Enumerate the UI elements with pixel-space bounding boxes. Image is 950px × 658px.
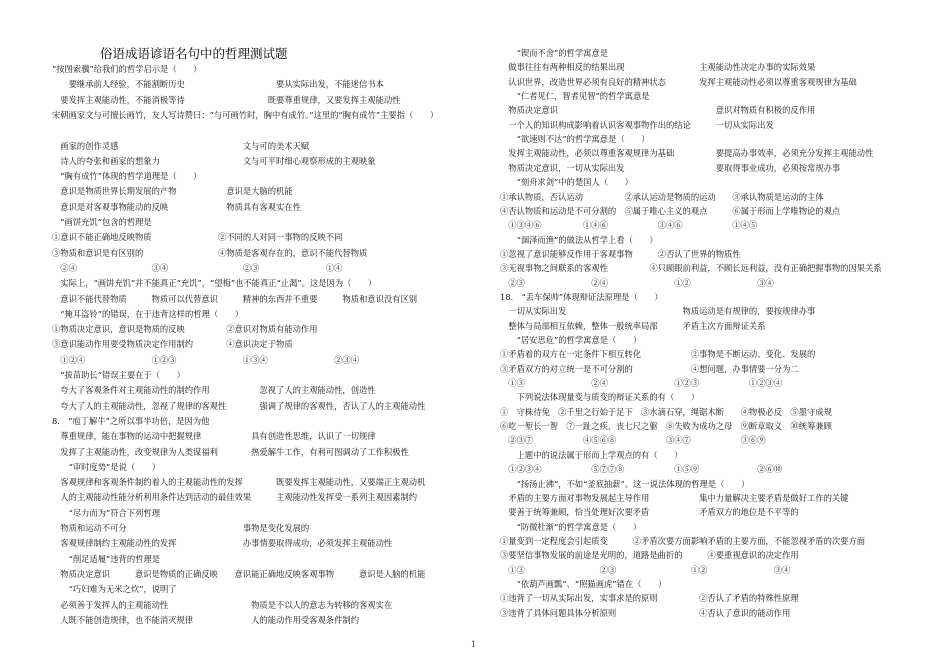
text-line: “按图索骥”给我们的哲学启示是（ ） [52,64,202,74]
text-line: “掩耳盗铃”的错误，在于违背这样的哲理（ ） [52,308,244,319]
text-line: ①③④⑥ ①④⑥ ③④⑥ ①④⑤ [500,220,758,231]
text-line: 矛盾的主要方面对事物发展起主导作用 集中力量解决主要矛盾是做好工作的关键 [500,492,849,503]
text-line: 诗人的夸张和画家的想象力 文与可平时细心观察形成的主观映象 [52,155,376,166]
text-line: “仁者见仁，智者见智”的哲学寓意是 [500,91,650,102]
text-line: “巧妇难为无米之炊”，说明了 [52,584,177,595]
text-line: ①承认物质，否认运动 ②承认运动是物质的运动 ③承认物质是运动的主体 [500,191,824,202]
text-line: 发挥主观能动性，必须以尊重客观规律为基础 要提高办事效率，必须充分发挥主观能动性 [500,148,874,159]
text-line: “削足适履”违背的哲理是 [52,553,161,564]
text-line: 物质决定意识，一切从实际出发 要取得事业成功，必须按常规办事 [500,162,841,173]
text-line: “尽力而为”符合下列哲理 [52,507,161,518]
text-line: ②④ ③④ ②③ ①④ [52,262,343,273]
text-line: ①违背了一切从实际出发，实事求是的原则 ②否认了矛盾的特殊性原理 [500,593,799,604]
text-line: ①③ ②③ ①② ③④ [500,564,791,575]
text-line: ③无视事物之间联系的客观性 ④只顾眼前利益，不顾长远利益，没有正确把握事物的因果关系 [500,263,882,274]
text-line: 发挥了主观能动性，改变规律为人类谋福利 热爱解牛工作，有利可图调动了工作积极性 [52,446,409,457]
text-line: 意识不能代替物质 物质可以代替意识 精神的东西并不重要 物质和意识没有区别 [52,293,418,304]
text-line: ③物质和意识是有区别的 ④物质是客观存在的，意识不能代替物质 [52,247,368,258]
text-line: 客观规律制约主观能动性的发挥 办事情要取得成功，必须发挥主观能动性 [52,538,393,549]
text-line: ①②③④ ⑤⑦⑦⑧ ①⑤⑨ ②⑥⑩ [500,464,783,475]
text-line: “锲而不舍”的哲学寓意是 [500,48,609,58]
text-line: ①③ ②④ ①②③ ①②③④ [500,378,783,389]
text-line: 要发挥主观能动性，不能消极等待 既要尊重规律，又要发挥主观能动性 [52,94,401,105]
text-line: 一切从实际出发 物质运动是有规律的，要按规律办事 [500,306,816,317]
text-line: 物质决定意识 意识是物质的正确反映 意识能正确地反映客观事物 意识是人脑的机能 [52,568,426,579]
text-line: 意识是物质世界长期发展的产物 意识是大脑的机能 [52,186,293,197]
text-line: 画家的创作灵感 文与可的美术天赋 [52,140,310,151]
text-line: 一个人的知识构成影响着认识客观事物作出的结论 一切从实际出发 [500,119,774,130]
text-line: 宋朝画家文与可擅长画竹，友人写诗赞曰：“与可画竹时，胸中有成竹。”这里的“胸有成竹”主要指（ ） [52,109,439,120]
text-line: 夸大了人的主观能动性，忽视了规律的客观性 强调了规律的客观性，否认了人的主观能动性 [52,400,426,411]
text-line: 实际上，“画饼充饥”并不能真正“充饥”，“望梅”也不能真正“止渴”。这是因为（ ） [52,278,377,289]
text-line: “防微杜渐”的哲学寓意是（ ） [500,521,642,532]
text-line: “居安思危”的哲学寓意是（ ） [500,335,642,345]
text-line: 做事往往有两种相反的结果出现 主观能动性决定办事的实际效果 [500,62,816,73]
text-line: 物质和运动不可分 事物是变化发展的 [52,523,310,533]
text-line: “胸有成竹”体现的哲学道理是（ ） [52,171,202,182]
text-line: 必须善于发挥人的主观能动性 物质是不以人的意志为转移的客观实在 [52,599,393,610]
text-line: 认识世界，改造世界必须有良好的精神状态 发挥主观能动性必须以尊重客观规律为基础 [500,76,857,87]
text-line: “刻舟求剑”中的楚国人（ ） [500,177,633,188]
text-line: ①矛盾着的双方在一定条件下相互转化 ②事物是不断运动、变化、发展的 [500,349,816,360]
text-line: ②③ ②④ ①② ③④ [500,277,774,288]
text-line: ①意识不能正确地反映物质 ②不同的人对同一事物的反映不同 [52,232,343,243]
text-line: “扬汤止沸”，不如“釜底抽薪”。这一说法体现的哲理是（ ） [500,478,750,489]
text-line: 尊重规律，能在事物的运动中把握规律 具有创造性思维，认识了一切规律 [52,431,376,442]
text-line: 客观规律和客观条件制约着人的主观能动性的发挥 既要发挥主观能动性，又要端正主观动机 [52,477,426,488]
text-line: ③要坚信事物发展的前途是光明的，道路是曲折的 ④要重视意识的决定作用 [500,550,799,561]
text-line: ①量变到一定程度会引起质变 ②矛盾次要方面影响矛盾的主要方面，不能忽视矛盾的次要方面 [500,535,866,546]
text-line: 上题中的说法属于形而上学观点的有（ ） [500,449,683,460]
text-line: ①②④ ①②③ ①③④ ②③④ [52,354,359,365]
text-line: “涸泽而渔”的做法从哲学上看（ ） [500,234,658,245]
text-line: 人既不能创造规律，也不能消灭规律 人的能动作用受客观条件制约 [52,614,359,625]
text-line: ①物质决定意识，意识是物质的反映 ②意识对物质有能动作用 [52,324,318,335]
text-line: “拔苗助长”错误主要在于（ ） [52,370,185,380]
text-line: “审时度势”是说（ ） [52,461,161,472]
text-line: 要善于统筹兼顾，恰当处理好次要矛盾 矛盾双方的地位是不平等的 [500,507,799,518]
text-line: ②③⑦ ④⑤⑥⑧ ③④⑦ ③⑥⑨ [500,435,766,446]
text-line: ④否认物质和运动是不可分割的 ⑤属于唯心主义的观点 ⑥属于形而上学唯物论的观点 [500,205,841,216]
text-line: 下列说法体现量变与质变的辩证关系的有（ ） [500,392,700,403]
text-line: ③违背了具体问题具体分析原则 ④否认了意识的能动作用 [500,607,791,618]
text-line: 物质决定意识 意识对物质有积极的反作用 [500,105,816,116]
text-line: ①忽视了意识能够反作用于客观事物 ②否认了世界的物质性 [500,248,741,259]
text-line: 18. “丢车保帅”体现辩证法原理是（ ） [500,291,663,302]
page-number: 1 [471,640,477,649]
text-line: 人的主观能动性能分析利用条件达到活动的最佳效果 主观能动性发挥受一系列主观因素制约 [52,492,418,503]
text-line: 要继承前人经验，不能割断历史 要从实际出发，不能迷信书本 [52,79,384,90]
text-line: “欲速则不达”的哲学寓意是（ ） [500,134,650,145]
document-title: 俗语成语谚语名句中的哲理测试题 [100,46,288,61]
text-line: ① 守株待兔 ②千里之行始于足下 ③水滴石穿，绳锯木断 ④物极必反 ⑤墨守成规 [500,406,832,417]
text-line: ③矛盾双方的对立统一是不可分割的 ④想问题，办事情要一分为二 [500,363,799,374]
text-line: 夸大了客观条件对主观能动性的制约作用 忽视了人的主观能动性，创造性 [52,385,376,396]
text-line: 8. “庖丁解牛”之所以事半功倍，是因为他 [52,415,210,426]
text-line: 整体与局部相互依赖，整体一般统率局部 矛盾主次方面辩证关系 [500,320,766,331]
text-line: 意识是对客观事物能动的反映 物质具有客观实在性 [52,201,301,212]
text-line: “依葫芦画瓢”、“照猫画虎”错在（ ） [500,578,667,589]
text-line: ③意识能动作用要受物质决定作用制约 ④意识决定于物质 [52,339,293,350]
text-line: ⑥吃一堑长一智 ⑦一趾之疾，丧七尺之躯 ⑧失败为成功之母 ⑨断章取义 ⑩统筹兼顾 [500,421,832,432]
text-line: “画饼充饥”包含的哲理是 [52,217,152,227]
